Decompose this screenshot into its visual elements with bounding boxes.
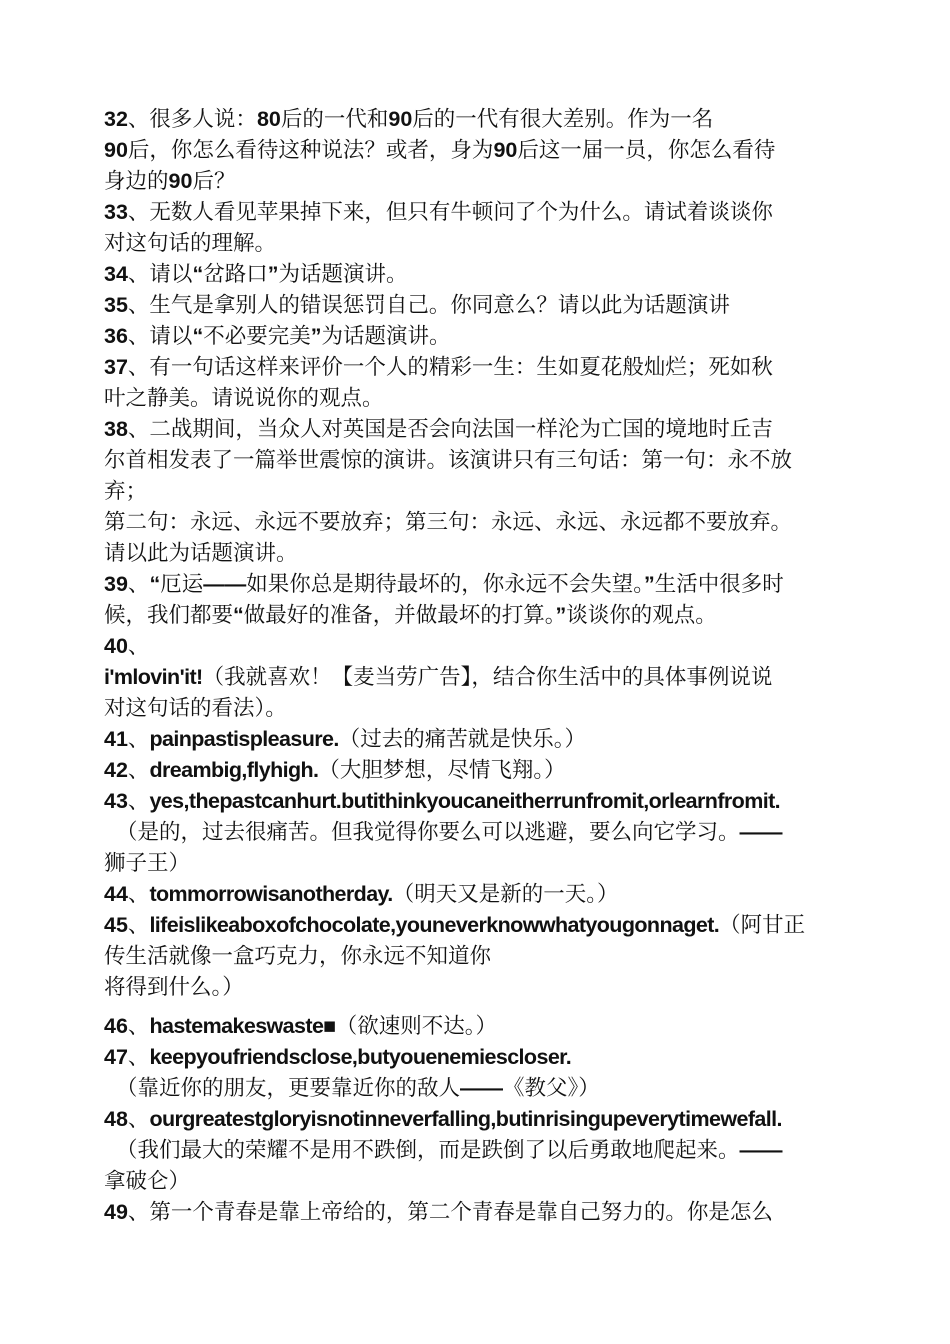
text-segment: （我们最大的荣耀不是用不跌倒，而是跌倒了以后勇敢地爬起来。 — [116, 1138, 740, 1163]
text-segment: 岔路口 — [203, 262, 268, 287]
english-quote: hastemakeswaste■ — [149, 1014, 336, 1038]
text-segment: 、 — [127, 758, 150, 783]
text-line — [104, 1042, 856, 1073]
numeral-text: —— — [739, 1138, 783, 1162]
text-segment: 身边的 — [104, 169, 169, 194]
text-segment: （我就喜欢！【麦当劳广告】，结合你生活中的具体事例说说 — [202, 665, 773, 690]
text-segment: 后的一代和 — [280, 107, 389, 132]
numeral-text: “ — [233, 603, 244, 627]
text-segment: 、 — [127, 882, 150, 907]
text-line — [104, 197, 856, 228]
numeral-text: —— — [739, 820, 783, 844]
numeral-text: —— — [203, 572, 247, 596]
text-line — [104, 383, 856, 414]
text-segment: 对这句话的理解。 — [104, 231, 277, 256]
numeral-text: 47 — [104, 1045, 128, 1069]
text-segment: 、有一句话这样来评价一个人的精彩一生：生如夏花般灿烂；死如秋 — [127, 355, 773, 380]
text-segment: 狮子王） — [104, 851, 191, 876]
text-segment: 后？ — [192, 169, 236, 194]
text-segment: 厄运 — [160, 572, 204, 597]
text-segment: 后这一届一员，你怎么看待 — [517, 138, 776, 163]
numeral-text: 90 — [388, 107, 413, 131]
text-segment: （是的，过去很痛苦。但我觉得你要么可以逃避，要么向它学习。 — [116, 820, 740, 845]
text-line — [104, 662, 856, 693]
numeral-text: “ — [192, 324, 204, 348]
text-line — [104, 817, 856, 848]
text-segment: 尔首相发表了一篇举世震惊的演讲。该演讲只有三句话：第一句：永不放 — [104, 448, 793, 473]
english-quote: painpastispleasure. — [149, 727, 339, 751]
text-segment: 、 — [127, 572, 150, 597]
text-segment: 、无数人看见苹果掉下来，但只有牛顿问了个为什么。请试着谈谈你 — [127, 200, 773, 225]
text-segment: 、 — [127, 1045, 150, 1070]
text-line — [104, 166, 856, 197]
text-segment: 、生气是拿别人的错误惩罚自己。你同意么？请以此为话题演讲 — [127, 293, 730, 318]
english-quote: lifeislikeaboxofchocolate,youneverknowwhatyougonnaget. — [149, 913, 720, 937]
text-line — [104, 352, 856, 383]
text-segment: 候，我们都要 — [104, 603, 234, 628]
text-line — [104, 693, 856, 724]
numeral-text: 36 — [104, 324, 128, 348]
text-line — [104, 1197, 856, 1228]
numeral-text: —— — [460, 1076, 504, 1100]
numeral-text: ” — [267, 262, 279, 286]
text-line — [104, 259, 856, 290]
text-line — [104, 941, 856, 972]
text-segment: 第二句：永远、永远不要放弃；第三句：永远、永远、永远都不要放弃。 — [104, 510, 793, 535]
text-segment: 拿破仑） — [104, 1169, 191, 1194]
text-segment: 、很多人说： — [127, 107, 257, 132]
text-line — [104, 879, 856, 910]
text-line — [104, 848, 856, 879]
text-line — [104, 755, 856, 786]
numeral-text: 35 — [104, 293, 128, 317]
text-line — [104, 414, 856, 445]
text-line — [104, 786, 856, 817]
numeral-text: 80 — [256, 107, 281, 131]
text-line — [104, 1135, 856, 1166]
text-segment: 、 — [127, 913, 150, 938]
english-quote: keepyoufriendsclose,butyouenemiescloser. — [149, 1045, 572, 1069]
numeral-text: 43 — [104, 789, 128, 813]
text-line — [104, 135, 856, 166]
text-line — [104, 104, 856, 135]
english-quote: yes,thepastcanhurt.butithinkyoucaneitherrunfromit,orlearnfromit. — [149, 789, 781, 813]
numeral-text: 40 — [104, 634, 128, 658]
numeral-text: 90 — [168, 169, 193, 193]
numeral-text: 46 — [104, 1014, 128, 1038]
text-segment: 叶之静美。请说说你的观点。 — [104, 386, 384, 411]
text-line — [104, 910, 856, 941]
text-line — [104, 1104, 856, 1135]
text-line — [104, 1166, 856, 1197]
numeral-text: 42 — [104, 758, 128, 782]
text-segment: 、 — [127, 1107, 150, 1132]
text-line — [104, 228, 856, 259]
text-segment: 传生活就像一盒巧克力，你永远不知道你 — [104, 944, 492, 969]
text-line — [104, 600, 856, 631]
text-line — [104, 569, 856, 600]
english-quote: dreambig,flyhigh. — [149, 758, 319, 782]
text-line — [104, 445, 856, 476]
text-segment: 、 — [127, 634, 150, 659]
numeral-text: 49 — [104, 1200, 128, 1224]
text-segment: 谈谈你的观点。 — [566, 603, 717, 628]
text-line — [104, 724, 856, 755]
numeral-text: 33 — [104, 200, 128, 224]
numeral-text: 32 — [104, 107, 128, 131]
numeral-text: 48 — [104, 1107, 128, 1131]
text-segment: 做最好的准备，并做最坏的打算。 — [243, 603, 556, 628]
text-segment: 后的一代有很大差别。作为一名 — [412, 107, 714, 132]
numeral-text: 41 — [104, 727, 128, 751]
text-segment: （欲速则不达。） — [335, 1014, 497, 1039]
english-quote: i'mlovin'it! — [104, 665, 203, 689]
numeral-text: 44 — [104, 882, 128, 906]
numeral-text: 90 — [104, 138, 128, 162]
text-line — [104, 1073, 856, 1104]
numeral-text: ” — [555, 603, 567, 627]
text-line — [104, 972, 856, 1003]
numeral-text: 38 — [104, 417, 128, 441]
text-segment: 、二战期间，当众人对英国是否会向法国一样沦为亡国的境地时丘吉 — [127, 417, 773, 442]
text-segment: 弃； — [104, 479, 148, 504]
numeral-text: ” — [643, 572, 655, 596]
text-segment: 、请以 — [127, 262, 193, 287]
text-line — [104, 538, 856, 569]
text-segment: （阿甘正 — [719, 913, 806, 938]
text-segment: （过去的痛苦就是快乐。） — [338, 727, 587, 752]
document-body — [104, 104, 856, 1228]
text-segment: 请以此为话题演讲。 — [104, 541, 298, 566]
numeral-text: 37 — [104, 355, 128, 379]
text-line — [104, 290, 856, 321]
text-segment: 将得到什么。） — [104, 975, 244, 1000]
text-line — [104, 631, 856, 662]
text-line — [104, 321, 856, 352]
text-segment: 、 — [127, 789, 150, 814]
text-segment: 为话题演讲。 — [278, 262, 408, 287]
numeral-text: “ — [149, 572, 161, 596]
text-segment: （大胆梦想，尽情飞翔。） — [318, 758, 566, 783]
text-segment: 后，你怎么看待这种说法？或者，身为 — [127, 138, 494, 163]
text-segment: 生活中很多时 — [654, 572, 784, 597]
text-segment: 、请以 — [127, 324, 193, 349]
text-segment: 如果你总是期待最坏的，你永远不会失望。 — [246, 572, 644, 597]
numeral-text: ” — [310, 324, 322, 348]
text-segment: （靠近你的朋友，更要靠近你的敌人 — [116, 1076, 461, 1101]
numeral-text: 45 — [104, 913, 128, 937]
text-segment: 《教父》） — [503, 1076, 600, 1101]
text-segment: 为话题演讲。 — [321, 324, 451, 349]
text-line — [104, 476, 856, 507]
text-line — [104, 1011, 856, 1042]
numeral-text: “ — [192, 262, 204, 286]
text-line — [104, 507, 856, 538]
text-segment: 、 — [127, 1014, 150, 1039]
english-quote: tommorrowisanotherday. — [149, 882, 393, 906]
text-segment: 对这句话的看法）。 — [104, 696, 287, 721]
text-segment: （明天又是新的一天。） — [392, 882, 619, 907]
text-segment: 、第一个青春是靠上帝给的，第二个青春是靠自己努力的。你是怎么 — [127, 1200, 773, 1225]
text-segment: 不必要完美 — [203, 324, 311, 349]
english-quote: ourgreatestgloryisnotinneverfalling,butinrisingupeverytimewefall. — [149, 1107, 782, 1131]
numeral-text: 90 — [493, 138, 518, 162]
numeral-text: 34 — [104, 262, 128, 286]
numeral-text: 39 — [104, 572, 128, 596]
text-segment: 、 — [127, 727, 150, 752]
